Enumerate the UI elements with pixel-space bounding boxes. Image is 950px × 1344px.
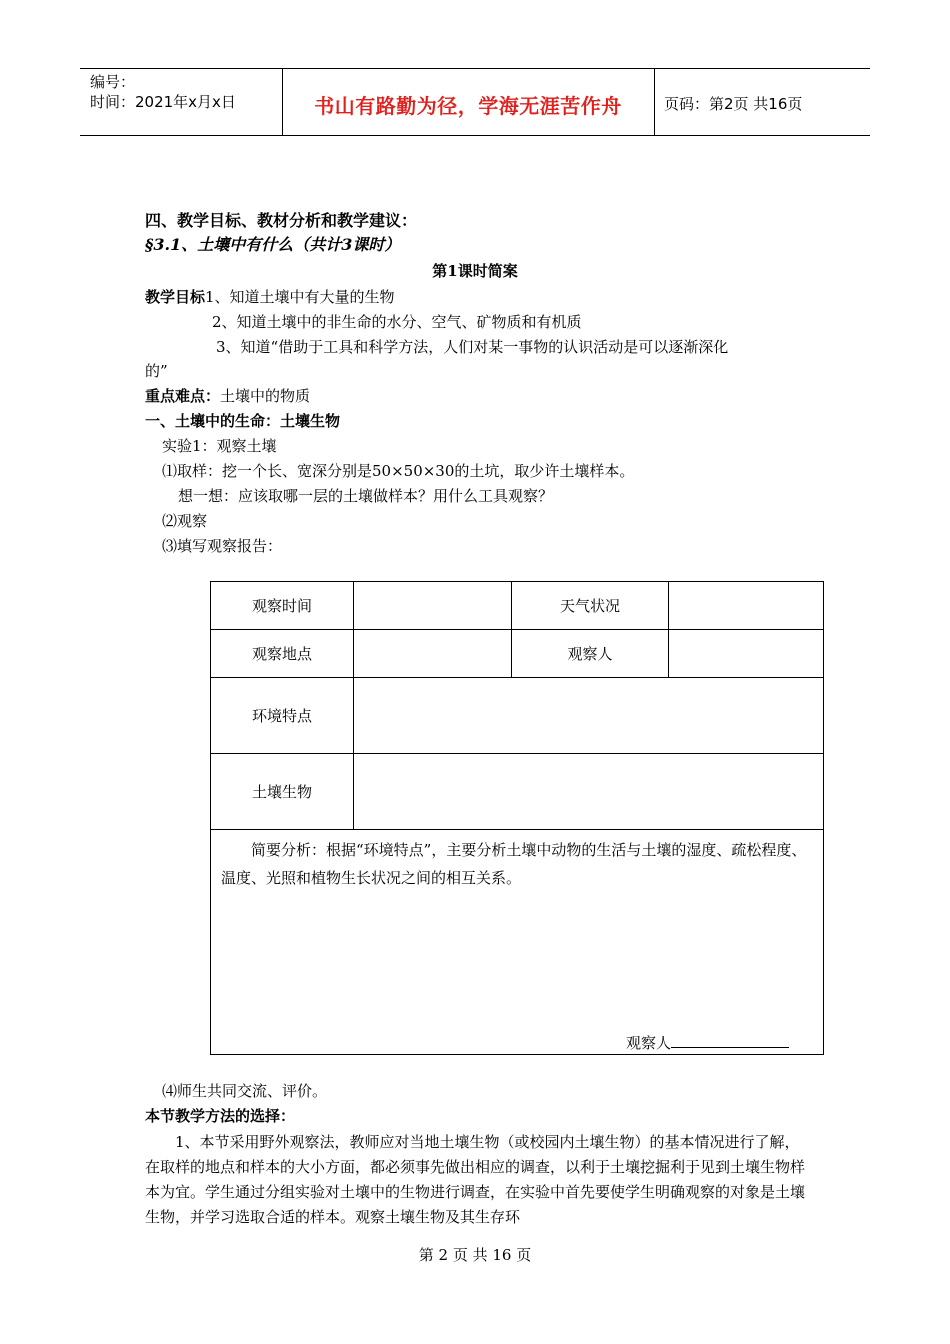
part1-title: 一、土壤中的生命：土壤生物 [145, 412, 341, 430]
table-row [211, 754, 824, 830]
header-meta [90, 72, 236, 112]
soil-life-label: 土壤生物 [211, 754, 354, 830]
step-2: ⑵观察 [162, 512, 208, 530]
experiment-label: 实验1：观察土壤 [162, 437, 277, 455]
goal-item-2: 2、知道土壤中的非生命的水分、空气、矿物质和有机质 [212, 313, 582, 331]
signature-line[interactable] [671, 1033, 789, 1048]
observer-sign-label: 观察人 [625, 1034, 671, 1052]
observation-table [210, 581, 824, 1055]
key-point [145, 386, 310, 406]
goals-label: 教学目标 [145, 288, 206, 306]
key-point-text: 土壤中的物质 [220, 387, 311, 405]
key-point-label: 重点难点： [145, 387, 221, 405]
observe-place-cell[interactable] [354, 630, 512, 678]
goal-item-3-cont: 的” [145, 362, 168, 380]
header-divider-right [654, 68, 655, 135]
environment-cell[interactable] [354, 678, 824, 754]
observer-label: 观察人 [512, 630, 669, 678]
think-prompt: 想一想：应该取哪一层的土壤做样本？用什么工具观察？ [178, 487, 554, 505]
section-title: 四、教学目标、教材分析和教学建议： [145, 211, 418, 230]
header-page-info: 页码：第2页 共16页 [664, 95, 803, 113]
weather-cell[interactable] [669, 582, 824, 630]
soil-life-cell[interactable] [354, 754, 824, 830]
step-3: ⑶填写观察报告： [162, 537, 283, 555]
observer-signature [626, 1032, 789, 1054]
header-motto: 书山有路勤为径，学海无涯苦作舟 [314, 94, 622, 118]
lesson-subtitle: 第1课时简案 [432, 262, 518, 280]
table-row [211, 830, 824, 1055]
table-row [211, 630, 824, 678]
page-footer: 第 2 页 共 16 页 [418, 1246, 532, 1264]
table-row [211, 582, 824, 630]
observer-cell[interactable] [669, 630, 824, 678]
environment-label: 环境特点 [211, 678, 354, 754]
step-1: ⑴取样：挖一个长、宽深分别是50×50×30的土坑，取少许土壤样本。 [162, 462, 635, 480]
observe-time-label: 观察时间 [211, 582, 354, 630]
table-row [211, 678, 824, 754]
header-bottom-rule [80, 135, 870, 136]
observe-place-label: 观察地点 [211, 630, 354, 678]
step-4: ⑷师生共同交流、评价。 [162, 1082, 328, 1100]
header-time: 时间：2021年x月x日 [90, 93, 236, 111]
method-title: 本节教学方法的选择： [145, 1107, 296, 1125]
weather-label: 天气状况 [512, 582, 669, 630]
lesson-title: §3.1、土壤中有什么（共计3课时） [145, 235, 401, 254]
analysis-text: 简要分析：根据“环境特点”，主要分析土壤中动物的生活与土壤的湿度、疏松程度、温度、光照和植物生长状况之间的相互关系。 [221, 841, 807, 887]
header-number: 编号： [90, 73, 136, 91]
header-top-rule [80, 68, 870, 69]
goal-item-3: 3、知道“借助于工具和科学方法，人们对某一事物的认识活动是可以逐渐深化 [216, 338, 729, 356]
goal-line-1 [145, 287, 395, 307]
method-paragraph: 1、本节采用野外观察法，教师应对当地土壤生物（或校园内土壤生物）的基本情况进行了解，在取样的地点和样本的大小方面，都必须事先做出相应的调查，以利于土壤挖掘利于见到土壤生物样本为宜。学生通过分组实验对土壤中的生物进行调查，在实验中首先要使学生明确观察的对象是土壤生物，并学习选取合适的样本。观察土壤生物及其生存环 [145, 1133, 806, 1226]
analysis-cell [211, 830, 824, 1055]
goal-item-1: 1、知道土壤中有大量的生物 [205, 288, 395, 306]
observe-time-cell[interactable] [354, 582, 512, 630]
